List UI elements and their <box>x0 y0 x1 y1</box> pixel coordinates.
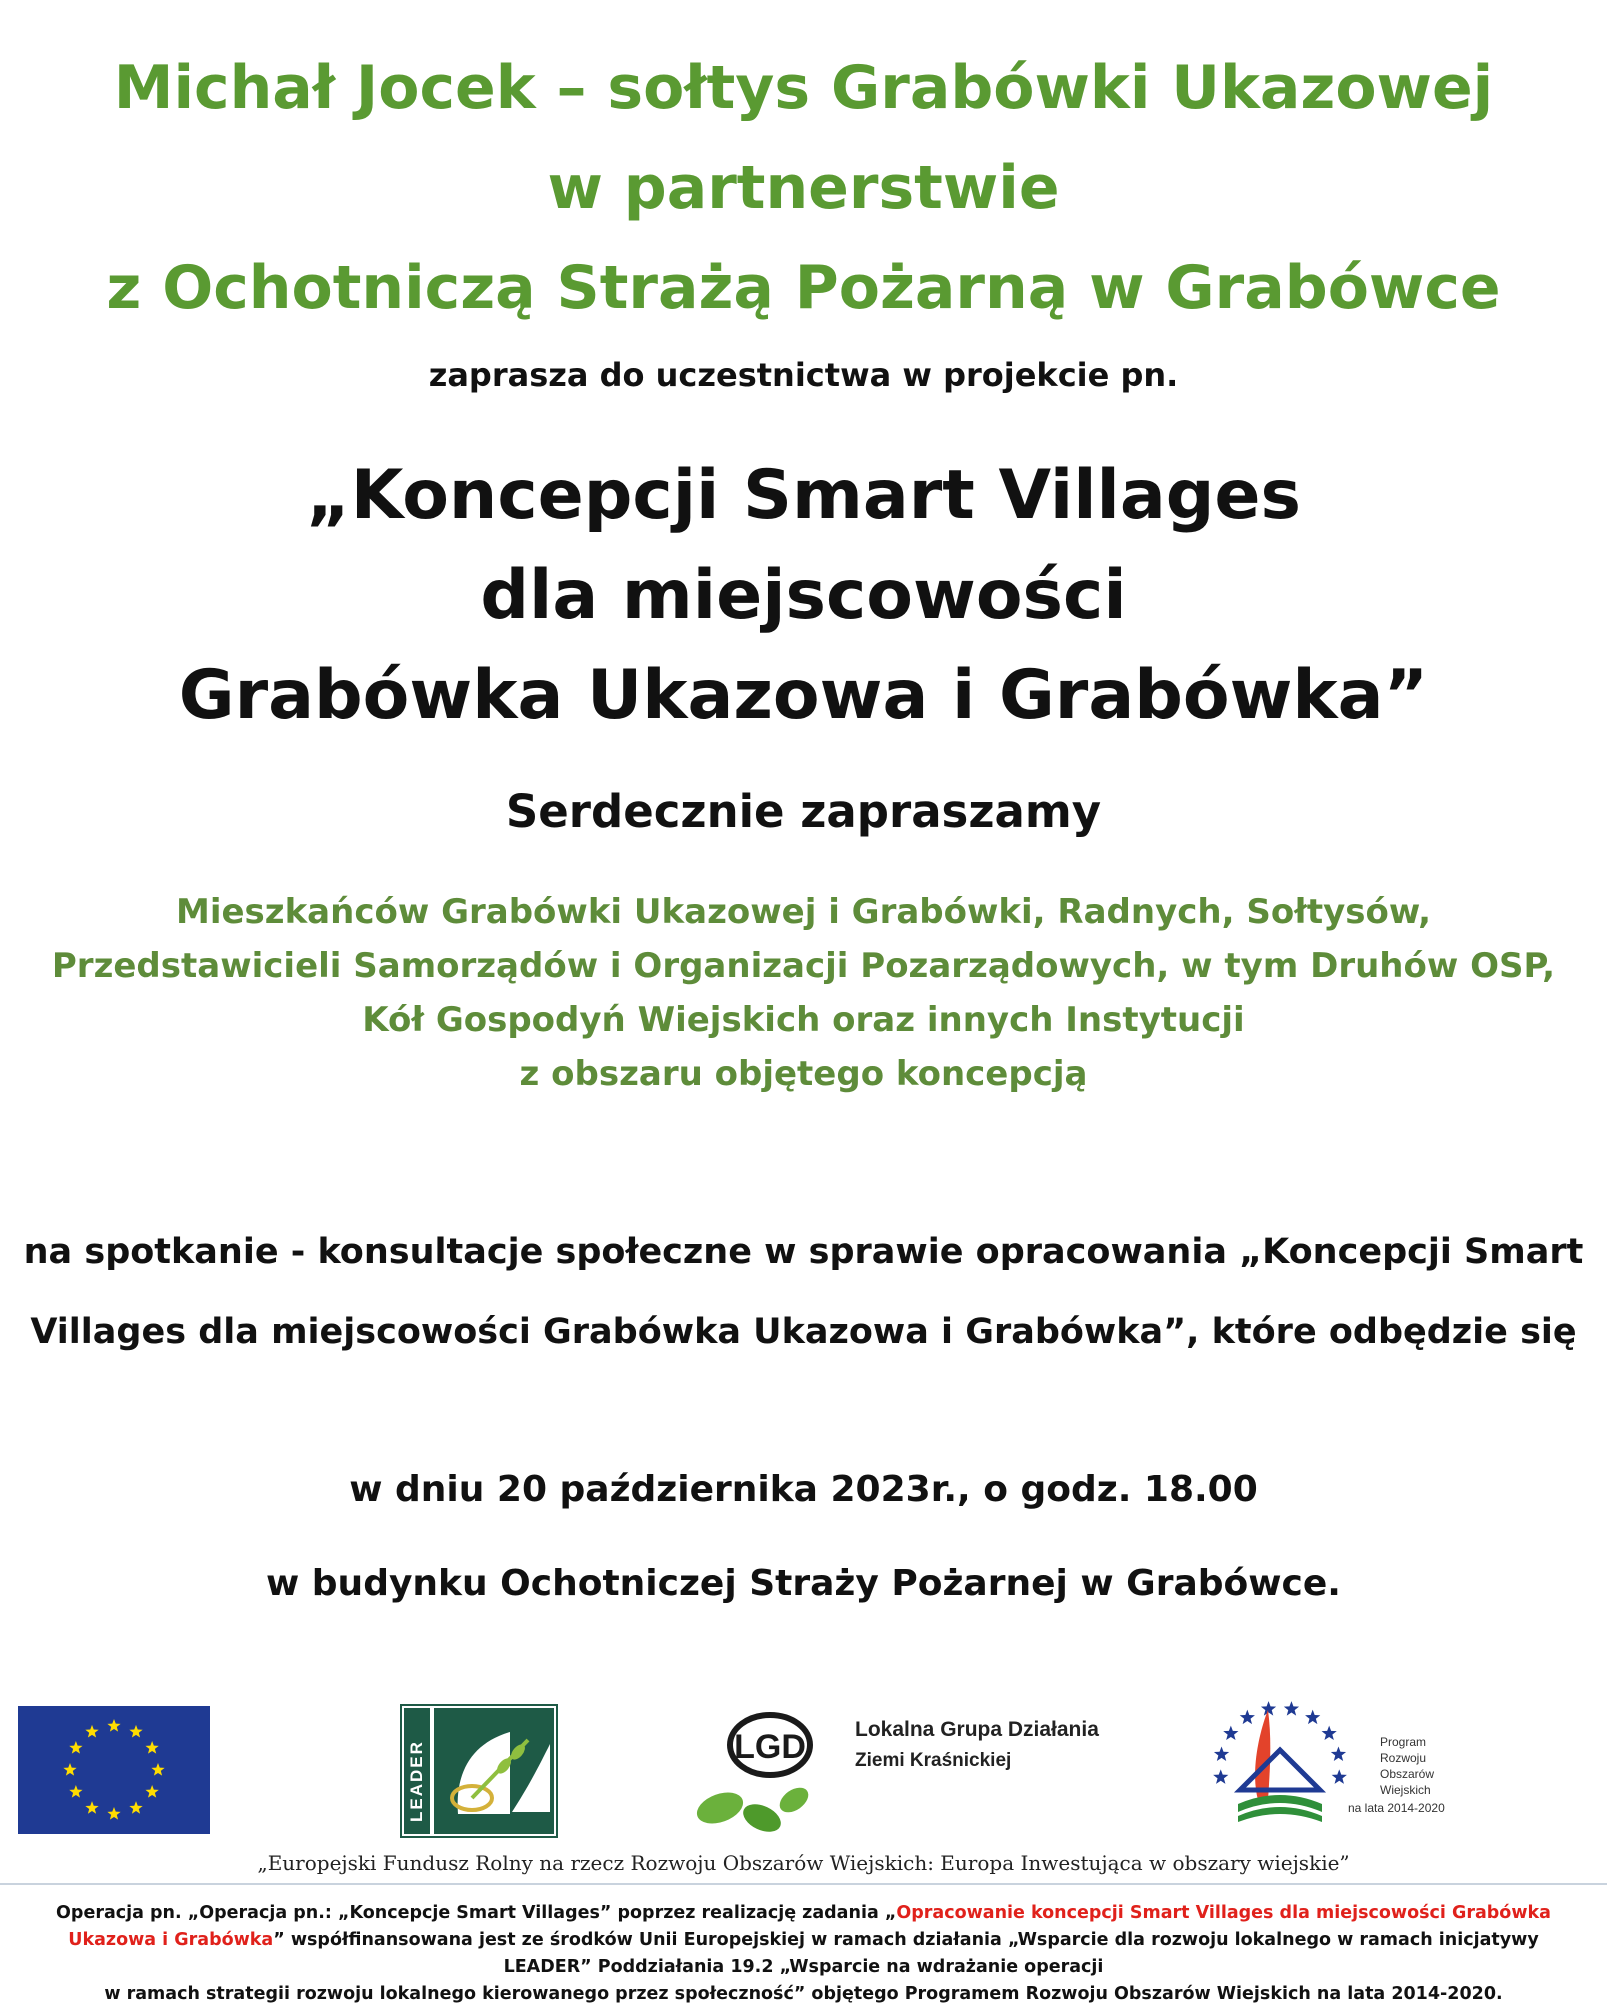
footer-line-1 <box>0 1900 1607 1927</box>
footer-task-name-b: Ukazowa i Grabówka <box>68 1930 274 1950</box>
star-icon <box>1261 1701 1276 1715</box>
star-icon <box>1322 1726 1337 1740</box>
star-icon <box>1214 1747 1229 1761</box>
prow-logo-line-3: Obszarów <box>1380 1767 1435 1781</box>
sponsor-logos <box>0 1700 1607 1840</box>
meeting-line-1: na spotkanie - konsultacje społeczne w sprawie opracowania „Koncepcji Smart <box>23 1232 1584 1272</box>
star-icon <box>1223 1726 1238 1740</box>
invitees-line-1: Mieszkańców Grabówki Ukazowej i Grabówki, Radnych, Sołtysów, <box>176 892 1431 932</box>
meeting-place: w budynku Ochotniczej Straży Pożarnej w Grabówce. <box>266 1563 1341 1604</box>
star-icon <box>1331 1747 1346 1761</box>
organizer-line-2: w partnerstwie <box>547 153 1060 223</box>
footer-task-name-a: Opracowanie koncepcji Smart Villages dla miejscowości Grabówka <box>896 1903 1551 1923</box>
prow-logo-icon <box>1210 1700 1470 1840</box>
organizer-heading <box>0 38 1607 338</box>
footer-line-3: LEADER” Poddziałania 19.2 „Wsparcie na wdrażanie operacji <box>503 1957 1104 1977</box>
meeting-line-2: Villages dla miejscowości Grabówka Ukazowa i Grabówka”, które odbędzie się <box>30 1312 1577 1352</box>
footer-line-2 <box>0 1927 1607 1954</box>
welcome-heading: Serdecznie zapraszamy <box>505 785 1102 838</box>
star-icon <box>1305 1710 1320 1724</box>
project-title-line-1: „Koncepcji Smart Villages <box>306 456 1301 535</box>
leader-logo-icon <box>400 1704 558 1838</box>
invites-line: zaprasza do uczestnictwa w projekcie pn. <box>428 356 1179 394</box>
project-title-line-2: dla miejscowości <box>480 556 1127 635</box>
prow-logo-line-1: Program <box>1380 1735 1427 1749</box>
fund-caption: „Europejski Fundusz Rolny na rzecz Rozwoju Obszarów Wiejskich: Europa Inwestująca w obszary wiejskie” <box>257 1851 1350 1875</box>
meeting-description <box>0 1212 1607 1372</box>
meeting-date: w dniu 20 października 2023r., o godz. 18.00 <box>349 1469 1258 1510</box>
footer-divider <box>0 1883 1607 1885</box>
organizer-line-1: Michał Jocek – sołtys Grabówki Ukazowej <box>113 53 1494 123</box>
lgd-logo-line-2: Ziemi Kraśnickiej <box>855 1750 1012 1771</box>
star-icon <box>1284 1701 1299 1715</box>
star-icon <box>1213 1769 1228 1783</box>
invitees-line-3: Kół Gospodyń Wiejskich oraz innych Instytucji <box>362 1000 1245 1040</box>
footer-line-4: w ramach strategii rozwoju lokalnego kierowanego przez społeczność” objętego Programem Rozwoju Obszarów Wiejskich na lata 2014-2020. <box>104 1984 1503 2004</box>
leader-logo-text: LEADER <box>407 1740 426 1822</box>
invitees-block <box>0 885 1607 1101</box>
prow-logo-line-2: Rozwoju <box>1380 1751 1427 1765</box>
footer-prefix: Operacja pn. „Operacja pn.: „Koncepcje Smart Villages” poprzez realizację zadania „ <box>56 1903 897 1923</box>
star-icon <box>1332 1769 1347 1783</box>
lgd-logo-line-1: Lokalna Grupa Działania <box>855 1718 1099 1741</box>
star-icon <box>1240 1710 1255 1724</box>
lgd-logo-icon <box>690 1700 1140 1840</box>
footer-suffix: ” współfinansowana jest ze środków Unii Europejskiej w ramach działania „Wsparcie dla rozwoju lokalnego w ramach inicjatywy <box>273 1930 1539 1950</box>
project-title-line-3: Grabówka Ukazowa i Grabówka” <box>178 656 1429 735</box>
project-title <box>0 446 1607 746</box>
prow-logo-line-4: Wiejskich <box>1380 1783 1431 1797</box>
prow-logo-years: na lata 2014-2020 <box>1348 1801 1445 1815</box>
invitees-line-4: z obszaru objętego koncepcją <box>519 1054 1088 1094</box>
organizer-line-3: z Ochotniczą Strażą Pożarną w Grabówce <box>106 253 1501 323</box>
invitees-line-2: Przedstawicieli Samorządów i Organizacji Pozarządowych, w tym Druhów OSP, <box>51 946 1556 986</box>
eu-flag-icon <box>18 1706 210 1834</box>
lgd-logo-mark: LGD <box>734 1728 806 1766</box>
footer-legal-note <box>0 1900 1607 2008</box>
